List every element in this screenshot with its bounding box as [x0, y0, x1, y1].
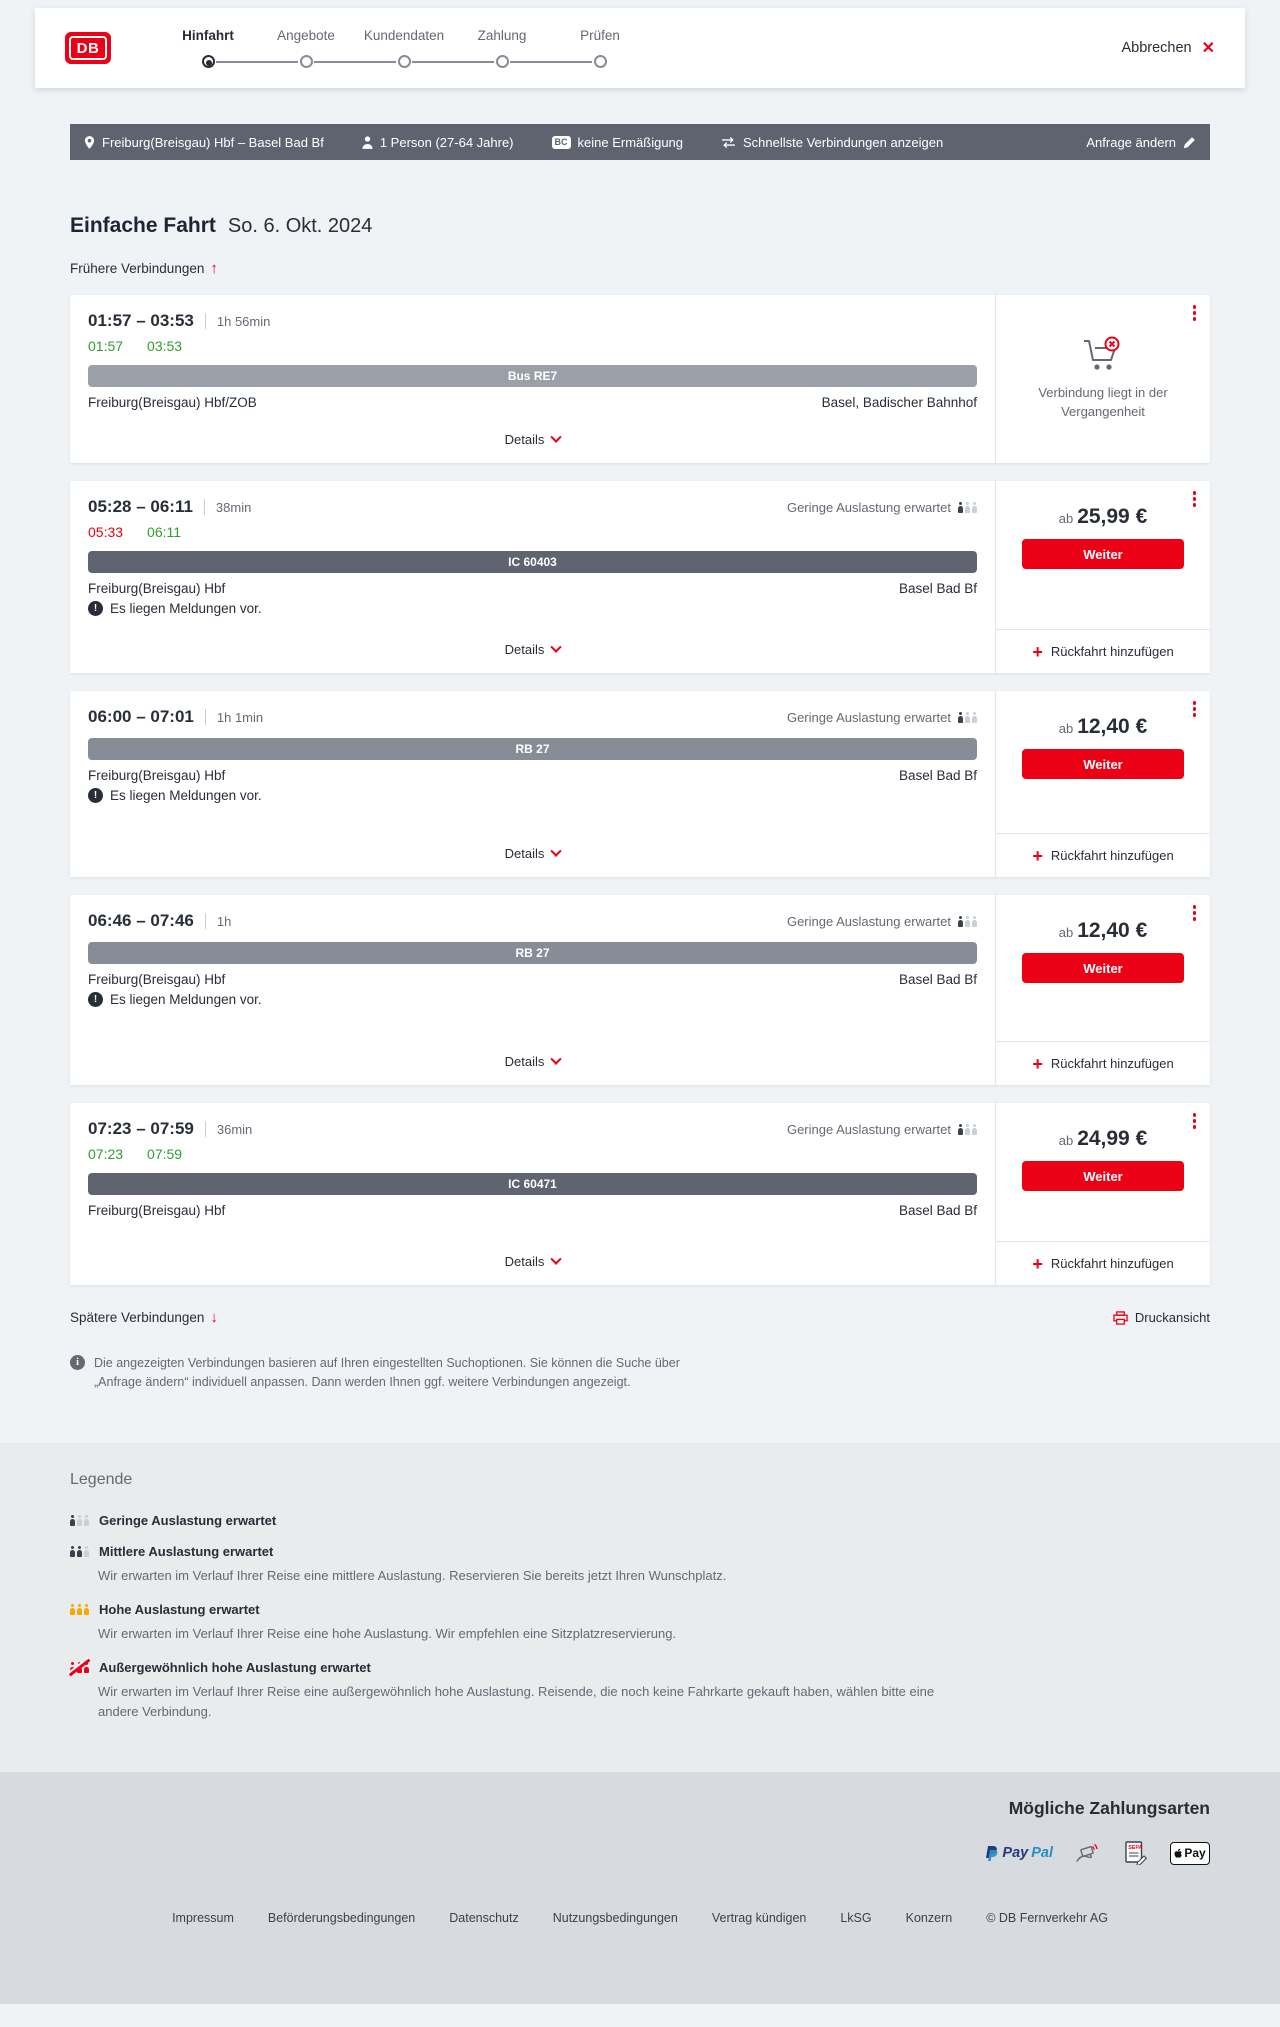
stations-row	[88, 395, 977, 410]
realtime-times: 07:23 07:59	[88, 1146, 183, 1162]
footer-link-befoerderungsbedingungen[interactable]: Beförderungsbedingungen	[267, 1911, 416, 1926]
past-connection-note: Verbindung liegt in der Vergangenheit	[1038, 385, 1168, 419]
connection-times: 01:57 – 03:53	[88, 311, 194, 330]
bahncard-icon: BC	[552, 136, 571, 149]
footer-link-vertrag-kuendigen[interactable]: Vertrag kündigen	[711, 1911, 807, 1926]
plus-icon	[1032, 1055, 1043, 1073]
plus-icon	[1032, 1255, 1043, 1273]
info-note: i Die angezeigten Verbindungen basieren auf Ihren eingestellten Suchoptionen. Sie können die Suche über „Anfrage ändern“ individuell anpassen. Dann werden Ihnen ggf. weitere Verbindungen angezeigt.	[70, 1354, 1210, 1393]
paypal-logo: Pay Pal	[984, 1845, 1053, 1862]
messages-row[interactable]: ! Es liegen Meldungen vor.	[88, 992, 977, 1007]
price: ab 25,99 €	[1058, 505, 1148, 528]
footer-link-konzern[interactable]: Konzern	[905, 1911, 953, 1926]
plus-icon	[1032, 847, 1043, 865]
footer-link-impressum[interactable]: Impressum	[172, 1911, 234, 1926]
context-menu-button[interactable]	[1193, 905, 1197, 921]
pencil-icon	[1183, 136, 1196, 149]
context-menu-button[interactable]	[1193, 1113, 1197, 1129]
arrow-up-icon	[210, 260, 218, 277]
realtime-times: 05:33 06:11	[88, 524, 182, 540]
arrival-station: Basel Bad Bf	[898, 972, 977, 987]
messages-row[interactable]: ! Es liegen Meldungen vor.	[88, 788, 977, 803]
step-circle[interactable]	[300, 55, 313, 68]
occupancy-low-icon	[958, 502, 977, 513]
occupancy-indicator: Geringe Auslastung erwartet	[787, 500, 977, 515]
occupancy-indicator: Geringe Auslastung erwartet	[787, 1122, 977, 1137]
add-return-button[interactable]: + Rückfahrt hinzufügen	[996, 1241, 1210, 1285]
page-title	[70, 214, 1210, 238]
messages-row[interactable]: ! Es liegen Meldungen vor.	[88, 601, 977, 616]
details-toggle[interactable]: Details	[88, 420, 977, 451]
footer-link-datenschutz[interactable]: Datenschutz	[449, 1911, 519, 1926]
train-segment-bar[interactable]: RB 27	[88, 942, 977, 964]
trip-date: So. 6. Okt. 2024	[227, 215, 373, 237]
svg-text:SEPA: SEPA	[1128, 1845, 1143, 1852]
search-summary-bar	[70, 124, 1210, 160]
chevron-down-icon	[551, 1253, 562, 1264]
route-label: Freiburg(Breisgau) Hbf – Basel Bad Bf	[102, 134, 324, 150]
earlier-connections-link[interactable]: Frühere Verbindungen ↑	[70, 260, 1210, 277]
stations-row	[88, 581, 977, 596]
passenger-label: 1 Person (27-64 Jahre)	[379, 134, 514, 150]
payment-methods	[70, 1841, 1210, 1865]
connection-times: 05:28 – 06:11	[88, 497, 193, 516]
details-toggle[interactable]: Details	[88, 630, 977, 661]
arrow-down-icon	[210, 1309, 218, 1326]
details-toggle[interactable]: Details	[88, 834, 977, 865]
weiter-button[interactable]: Weiter	[1022, 953, 1184, 983]
departure-station: Freiburg(Breisgau) Hbf	[88, 581, 226, 596]
cancel-button[interactable]	[1121, 38, 1215, 58]
payment-title: Mögliche Zahlungsarten	[1008, 1798, 1210, 1819]
discount-chip	[552, 135, 684, 150]
price: ab 12,40 €	[1058, 715, 1148, 738]
occupancy-medium-icon	[70, 1546, 89, 1557]
chevron-down-icon	[551, 431, 562, 442]
legend-item-high: Hohe Auslastung erwartet Wir erwarten im Verlauf Ihrer Reise eine hohe Auslastung. Wir empfehlen eine Sitzplatzreservierung.	[70, 1602, 1210, 1644]
connection-card	[70, 481, 1210, 673]
context-menu-button[interactable]	[1193, 305, 1197, 321]
card-side-panel	[995, 481, 1210, 673]
paypal-mark-icon	[984, 1845, 999, 1862]
weiter-button[interactable]: Weiter	[1022, 1161, 1184, 1191]
footer-copyright: © DB Fernverkehr AG	[986, 1911, 1108, 1926]
footer-link-nutzungsbedingungen[interactable]: Nutzungsbedingungen	[552, 1911, 678, 1926]
footer-link-lksg[interactable]: LkSG	[840, 1911, 872, 1926]
occupancy-indicator: Geringe Auslastung erwartet	[787, 914, 977, 929]
print-view-button[interactable]: Druckansicht	[1113, 1310, 1210, 1325]
divider	[205, 709, 206, 725]
db-logo-text: DB	[69, 36, 107, 60]
arrival-station: Basel Bad Bf	[898, 581, 977, 596]
plus-icon	[1032, 643, 1043, 661]
stations-row	[88, 1203, 977, 1218]
location-pin-icon	[84, 135, 95, 150]
cart-unavailable-icon	[1082, 336, 1124, 374]
cancel-label: Abbrechen	[1121, 40, 1192, 56]
legend-item-exceptional: Außergewöhnlich hohe Auslastung erwartet Wir erwarten im Verlauf Ihrer Reise eine außergewöhnlich hohe Auslastung. Reisende, die noch keine Fahrkarte gekauft haben, wählen bitte eine andere Verbindung.	[70, 1660, 1210, 1722]
occupancy-high-icon	[70, 1604, 89, 1615]
apple-icon	[1174, 1848, 1183, 1859]
step-circle[interactable]	[398, 55, 411, 68]
context-menu-button[interactable]	[1193, 701, 1197, 717]
step-kundendaten[interactable]: Kundendaten	[355, 28, 453, 68]
later-connections-link[interactable]: Spätere Verbindungen ↓	[70, 1309, 218, 1326]
footer-section	[0, 1772, 1280, 2004]
step-zahlung[interactable]: Zahlung	[453, 28, 551, 68]
connection-times: 06:46 – 07:46	[88, 911, 194, 930]
card-side-panel	[995, 691, 1210, 877]
connection-card	[70, 1103, 1210, 1285]
discount-label: keine Ermäßigung	[577, 134, 684, 150]
stations-row	[88, 768, 977, 783]
connection-duration: 1h 56min	[216, 313, 271, 329]
connection-duration: 36min	[216, 1121, 253, 1137]
details-toggle[interactable]: Details	[88, 1242, 977, 1273]
sepa-direct-debit-icon	[1123, 1841, 1148, 1865]
connection-times: 07:23 – 07:59	[88, 1119, 194, 1138]
occupancy-low-icon	[70, 1515, 89, 1526]
trip-type-title: Einfache Fahrt	[70, 214, 216, 237]
person-icon	[362, 136, 373, 149]
step-circle-active[interactable]	[202, 55, 215, 68]
add-return-button[interactable]: + Rückfahrt hinzufügen	[996, 1041, 1210, 1085]
step-pruefen[interactable]: Prüfen	[551, 28, 649, 68]
connection-duration: 1h 1min	[216, 709, 264, 725]
fastest-label: Schnellste Verbindungen anzeigen	[743, 134, 944, 150]
step-hinfahrt[interactable]: Hinfahrt	[159, 28, 257, 68]
app-header	[35, 8, 1245, 88]
connection-duration: 38min	[215, 499, 252, 515]
train-segment-bar[interactable]: RB 27	[88, 738, 977, 760]
route-chip	[84, 135, 324, 150]
arrival-station: Basel, Badischer Bahnhof	[821, 395, 977, 410]
step-circle[interactable]	[496, 55, 509, 68]
divider	[204, 499, 205, 515]
chevron-down-icon	[551, 1053, 562, 1064]
legend-title: Legende	[70, 1470, 133, 1488]
alert-icon	[88, 601, 103, 616]
change-request-button[interactable]	[1086, 135, 1196, 150]
chevron-down-icon	[551, 641, 562, 652]
transfer-arrows-icon	[721, 137, 736, 148]
stations-row	[88, 972, 977, 987]
weiter-button[interactable]: Weiter	[1022, 539, 1184, 569]
change-request-label: Anfrage ändern	[1086, 134, 1176, 150]
fastest-connections-chip	[721, 135, 943, 150]
alert-icon	[88, 788, 103, 803]
footer-links	[70, 1911, 1210, 1955]
connection-card	[70, 895, 1210, 1085]
contactless-payment-icon	[1075, 1841, 1101, 1865]
legend-item-medium: Mittlere Auslastung erwartet Wir erwarten im Verlauf Ihrer Reise eine mittlere Auslastung. Reservieren Sie bereits jetzt Ihren Wunschplatz.	[70, 1544, 1210, 1586]
context-menu-button[interactable]	[1193, 491, 1197, 507]
price: ab 24,99 €	[1058, 1127, 1148, 1150]
occupancy-low-icon	[958, 712, 977, 723]
train-segment-bar[interactable]: IC 60471	[88, 1173, 977, 1195]
alert-icon	[88, 992, 103, 1007]
step-circle[interactable]	[594, 55, 607, 68]
connection-duration: 1h	[216, 913, 232, 929]
departure-station: Freiburg(Breisgau) Hbf/ZOB	[88, 395, 257, 410]
train-segment-bar[interactable]: IC 60403	[88, 551, 977, 573]
departure-station: Freiburg(Breisgau) Hbf	[88, 768, 226, 783]
connection-card	[70, 691, 1210, 877]
realtime-times: 01:57 03:53	[88, 338, 183, 354]
legend-item-low: Geringe Auslastung erwartet	[70, 1513, 1210, 1528]
train-segment-bar[interactable]: Bus RE7	[88, 365, 977, 387]
details-toggle[interactable]: Details	[88, 1042, 977, 1073]
applepay-logo: Pay	[1170, 1842, 1210, 1865]
occupancy-exceptional-icon	[70, 1662, 89, 1673]
step-angebote[interactable]: Angebote	[257, 28, 355, 68]
weiter-button[interactable]: Weiter	[1022, 749, 1184, 779]
close-icon	[1202, 38, 1215, 58]
connection-times: 06:00 – 07:01	[88, 707, 194, 726]
legend-section	[0, 1443, 1280, 1773]
connection-card	[70, 295, 1210, 463]
chevron-down-icon	[551, 845, 562, 856]
occupancy-low-icon	[958, 916, 977, 927]
arrival-station: Basel Bad Bf	[898, 1203, 977, 1218]
info-icon	[70, 1355, 85, 1370]
add-return-button[interactable]: + Rückfahrt hinzufügen	[996, 833, 1210, 877]
passenger-chip	[362, 135, 514, 150]
card-side-panel	[995, 1103, 1210, 1285]
checkout-progress	[159, 28, 649, 68]
card-side-panel	[995, 895, 1210, 1085]
card-side-panel	[995, 295, 1210, 463]
price: ab 12,40 €	[1058, 919, 1148, 942]
occupancy-low-icon	[958, 1124, 977, 1135]
divider	[205, 1121, 206, 1137]
printer-icon	[1113, 1311, 1128, 1325]
db-logo	[65, 32, 111, 64]
occupancy-indicator: Geringe Auslastung erwartet	[787, 710, 977, 725]
departure-station: Freiburg(Breisgau) Hbf	[88, 1203, 226, 1218]
divider	[205, 913, 206, 929]
add-return-button[interactable]: + Rückfahrt hinzufügen	[996, 629, 1210, 673]
divider	[205, 313, 206, 329]
departure-station: Freiburg(Breisgau) Hbf	[88, 972, 226, 987]
arrival-station: Basel Bad Bf	[898, 768, 977, 783]
